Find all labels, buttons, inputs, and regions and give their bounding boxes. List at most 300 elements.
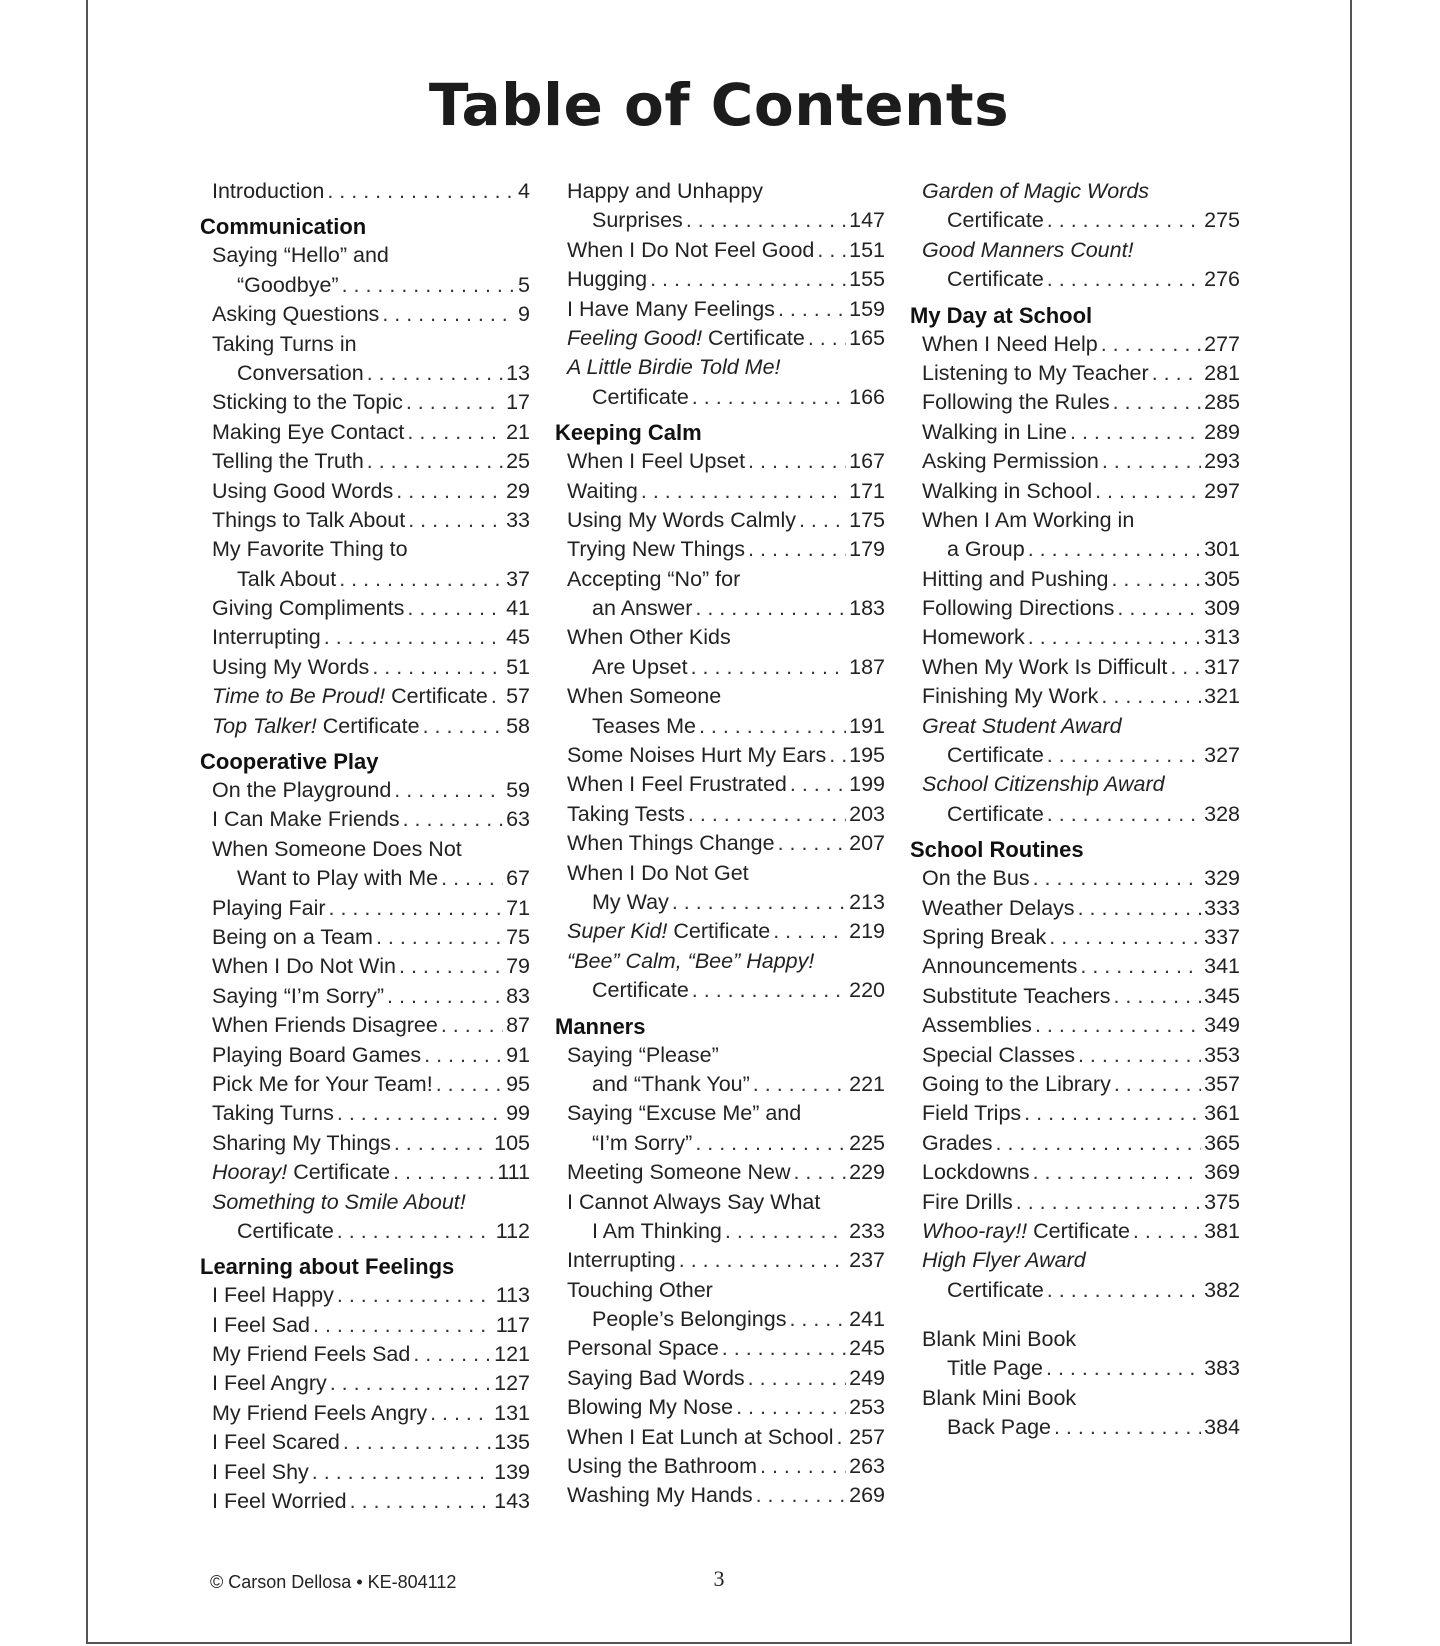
toc-entry[interactable] <box>910 565 1240 594</box>
entry-title: I Feel Scared <box>212 1430 340 1455</box>
toc-entry[interactable] <box>555 712 885 741</box>
toc-entry[interactable] <box>200 982 530 1011</box>
toc-entry[interactable] <box>200 271 530 300</box>
toc-entry[interactable] <box>555 888 885 917</box>
page-ref: 375 <box>1204 1189 1240 1214</box>
dot-leader <box>1047 1276 1201 1305</box>
page-number: 3 <box>713 1566 725 1591</box>
toc-entry[interactable] <box>200 1158 530 1187</box>
dot-leader <box>1054 1413 1201 1442</box>
toc-entry[interactable] <box>200 894 530 923</box>
toc-entry-first-line: Great Student Award <box>922 713 1122 738</box>
toc-entry[interactable] <box>200 1487 530 1516</box>
dot-leader <box>376 923 503 952</box>
entry-title: Saying Bad Words <box>567 1365 745 1390</box>
toc-entry[interactable] <box>200 653 530 682</box>
dot-leader <box>760 1452 846 1481</box>
toc-entry[interactable] <box>200 1428 530 1457</box>
toc-entry[interactable] <box>910 1099 1240 1128</box>
entry-title-suffix: Certificate <box>1033 1218 1130 1243</box>
toc-entry[interactable] <box>200 1311 530 1340</box>
toc-entry[interactable] <box>555 265 885 294</box>
dot-leader <box>837 1423 847 1452</box>
page-ref: 187 <box>849 654 885 679</box>
entry-title: Telling the Truth <box>212 449 364 474</box>
dot-leader <box>324 623 503 652</box>
toc-entry[interactable] <box>910 418 1240 447</box>
entry-title: Introduction <box>212 179 325 203</box>
toc-entry[interactable] <box>910 894 1240 923</box>
entry-title: On the Bus <box>922 866 1030 891</box>
dot-leader <box>403 805 503 834</box>
page-ref: 241 <box>849 1307 885 1332</box>
dot-leader <box>367 447 503 476</box>
toc-entry[interactable] <box>555 295 885 324</box>
toc-entry[interactable] <box>555 770 885 799</box>
toc-entry[interactable] <box>200 1070 530 1099</box>
toc-entry[interactable] <box>555 206 885 235</box>
page-ref: 191 <box>849 713 885 738</box>
toc-entry[interactable] <box>910 1354 1240 1383</box>
toc-entry[interactable] <box>910 682 1240 711</box>
page-ref: 91 <box>506 1042 530 1067</box>
page-ref: 305 <box>1204 566 1240 591</box>
page-ref: 179 <box>849 537 885 562</box>
entry-title: Finishing My Work <box>922 684 1099 709</box>
entry-title: Special Classes <box>922 1042 1075 1067</box>
toc-entry[interactable] <box>200 776 530 805</box>
toc-entry[interactable] <box>555 1305 885 1334</box>
toc-entry-first-line: Good Manners Count! <box>922 237 1134 262</box>
page-ref: 233 <box>849 1218 885 1243</box>
dot-leader <box>337 1099 503 1128</box>
dot-leader <box>1080 952 1201 981</box>
dot-leader <box>1095 477 1201 506</box>
page-ref: 333 <box>1204 895 1240 920</box>
page-ref: 249 <box>849 1365 885 1390</box>
entry-title-suffix: Certificate <box>673 919 771 944</box>
toc-entry-first-line: Touching Other <box>567 1277 713 1302</box>
toc-entry[interactable] <box>555 594 885 623</box>
toc-entry[interactable] <box>555 829 885 858</box>
entry-title: Playing Board Games <box>212 1042 422 1067</box>
toc-entry[interactable] <box>555 383 885 412</box>
entry-title: My Way <box>592 889 669 914</box>
page-ref: 301 <box>1204 537 1240 562</box>
dot-leader <box>748 1364 846 1393</box>
toc-entry[interactable] <box>555 653 885 682</box>
dot-leader <box>372 653 503 682</box>
toc-entry[interactable] <box>555 447 885 476</box>
toc-entry[interactable] <box>910 447 1240 476</box>
page-ref: 313 <box>1204 625 1240 650</box>
dot-leader <box>1102 447 1201 476</box>
toc-entry[interactable] <box>200 1099 530 1128</box>
toc-entry[interactable] <box>555 1070 885 1099</box>
toc-entry[interactable] <box>200 300 530 329</box>
toc-entry[interactable] <box>555 1129 885 1158</box>
toc-column-2 <box>555 177 885 1511</box>
page-ref: 175 <box>849 507 885 532</box>
dot-leader <box>753 1070 846 1099</box>
entry-title: Super Kid! <box>567 919 668 944</box>
dot-leader <box>382 300 515 329</box>
page-ref: 317 <box>1204 654 1240 679</box>
toc-entry[interactable] <box>555 236 885 265</box>
toc-entry[interactable] <box>555 1158 885 1187</box>
page-ref: 58 <box>506 713 530 738</box>
dot-leader <box>1117 594 1201 623</box>
page-ref: 225 <box>849 1130 885 1155</box>
toc-entry-first-line: Saying “Excuse Me” and <box>567 1101 802 1126</box>
toc-entry[interactable] <box>200 623 530 652</box>
dot-leader <box>1033 864 1202 893</box>
toc-entry[interactable] <box>200 1041 530 1070</box>
dot-leader <box>778 295 846 324</box>
spacer <box>910 1305 1240 1325</box>
toc-entry[interactable] <box>910 623 1240 652</box>
toc-entry[interactable] <box>910 800 1240 829</box>
toc-entry[interactable] <box>910 535 1240 564</box>
entry-title: Walking in School <box>922 478 1093 503</box>
entry-title: Using the Bathroom <box>567 1454 758 1479</box>
page-ref: 4 <box>518 179 530 203</box>
toc-entry[interactable] <box>555 1423 885 1452</box>
entry-title: When Things Change <box>567 831 775 856</box>
dot-leader <box>312 1458 491 1487</box>
dot-leader <box>688 800 846 829</box>
entry-title: and “Thank You” <box>592 1071 750 1096</box>
toc-entry[interactable] <box>910 1041 1240 1070</box>
dot-leader <box>423 712 504 741</box>
entry-title: Homework <box>922 625 1025 650</box>
entry-title: Certificate <box>947 1277 1044 1302</box>
entry-title: Certificate <box>592 384 689 409</box>
entry-title: Grades <box>922 1130 993 1155</box>
entry-title: Using My Words <box>212 654 370 679</box>
entry-title: People’s Belongings <box>592 1307 787 1332</box>
toc-column-3 <box>910 177 1240 1443</box>
dot-leader <box>808 324 846 353</box>
toc-entry[interactable] <box>200 177 530 206</box>
toc-entry[interactable] <box>555 506 885 535</box>
toc-entry[interactable] <box>200 1369 530 1398</box>
dot-leader <box>424 1041 503 1070</box>
toc-entry[interactable] <box>910 206 1240 235</box>
page-ref: 276 <box>1204 267 1240 292</box>
entry-title: When I Do Not Feel Good <box>567 237 815 262</box>
toc-entry[interactable] <box>200 359 530 388</box>
toc-entry[interactable] <box>910 477 1240 506</box>
page-ref: 329 <box>1204 866 1240 891</box>
toc-entry[interactable] <box>910 1217 1240 1246</box>
toc-entry[interactable] <box>910 1129 1240 1158</box>
toc-entry[interactable] <box>555 1481 885 1510</box>
toc-entry[interactable] <box>555 976 885 1005</box>
page-ref: 384 <box>1204 1415 1240 1440</box>
toc-entry[interactable] <box>200 565 530 594</box>
dot-leader <box>406 388 503 417</box>
dot-leader <box>817 236 846 265</box>
page-ref: 13 <box>506 360 530 385</box>
toc-entry-first-line: School Citizenship Award <box>922 772 1165 797</box>
section-heading: Keeping Calm <box>555 420 702 446</box>
page-ref: 151 <box>849 237 885 262</box>
entry-title: Playing Fair <box>212 895 326 920</box>
dot-leader <box>789 1305 846 1334</box>
entry-title: Time to Be Proud! <box>212 684 386 709</box>
toc-entry[interactable] <box>910 1158 1240 1187</box>
entry-title: My Friend Feels Sad <box>212 1342 411 1367</box>
page-ref: 345 <box>1204 983 1240 1008</box>
toc-entry[interactable] <box>910 359 1240 388</box>
entry-title: Feeling Good! <box>567 325 703 350</box>
toc-entry[interactable] <box>200 447 530 476</box>
dot-leader <box>679 1246 846 1275</box>
entry-title: Blowing My Nose <box>567 1395 734 1420</box>
dot-leader <box>367 359 503 388</box>
page-ref: 105 <box>494 1130 530 1155</box>
toc-entry[interactable] <box>910 982 1240 1011</box>
entry-title: When I Feel Upset <box>567 449 746 474</box>
toc-entry[interactable] <box>200 1399 530 1428</box>
toc-entry[interactable] <box>200 1129 530 1158</box>
entry-title: I Am Thinking <box>592 1218 722 1243</box>
entry-title: Trying New Things <box>567 537 746 562</box>
page-ref: 75 <box>506 924 530 949</box>
page-ref: 111 <box>497 1160 530 1185</box>
toc-entry-first-line: High Flyer Award <box>922 1248 1086 1273</box>
toc-entry[interactable] <box>910 923 1240 952</box>
dot-leader <box>829 741 846 770</box>
toc-entry[interactable] <box>910 952 1240 981</box>
toc-entry[interactable] <box>200 1011 530 1040</box>
toc-entry[interactable] <box>555 1452 885 1481</box>
page-ref: 263 <box>849 1454 885 1479</box>
dot-leader <box>1101 330 1201 359</box>
dot-leader <box>1111 565 1201 594</box>
page-ref: 135 <box>494 1430 530 1455</box>
toc-entry[interactable] <box>555 1246 885 1275</box>
page-ref: 229 <box>849 1160 885 1185</box>
toc-entry-first-line: Happy and Unhappy <box>567 179 764 203</box>
page-ref: 281 <box>1204 360 1240 385</box>
toc-entry-first-line: When Someone Does Not <box>212 836 462 861</box>
entry-title: I Feel Worried <box>212 1489 347 1514</box>
entry-title: I Feel Angry <box>212 1371 327 1396</box>
toc-entry[interactable] <box>200 594 530 623</box>
section-heading: Manners <box>555 1013 646 1039</box>
entry-title: My Friend Feels Angry <box>212 1400 428 1425</box>
dot-leader <box>725 1217 846 1246</box>
entry-title: Whoo-ray!! <box>922 1218 1028 1243</box>
dot-leader <box>641 477 846 506</box>
dot-leader <box>1046 1354 1201 1383</box>
toc-entry[interactable] <box>200 506 530 535</box>
dot-leader <box>339 565 503 594</box>
toc-entry[interactable] <box>200 864 530 893</box>
entry-title: Sticking to the Topic <box>212 390 403 415</box>
toc-entry[interactable] <box>200 1458 530 1487</box>
toc-entry[interactable] <box>555 1334 885 1363</box>
dot-leader <box>748 447 846 476</box>
dot-leader <box>343 1428 491 1457</box>
toc-entry[interactable] <box>200 477 530 506</box>
entry-title: Making Eye Contact <box>212 419 405 444</box>
dot-leader <box>1033 1158 1202 1187</box>
toc-entry[interactable] <box>910 594 1240 623</box>
toc-entry-first-line: Garden of Magic Words <box>922 179 1150 203</box>
toc-entry[interactable] <box>910 1413 1240 1442</box>
entry-title: Interrupting <box>212 625 321 650</box>
dot-leader <box>1049 923 1201 952</box>
toc-entry[interactable] <box>910 741 1240 770</box>
section-heading: Learning about Feelings <box>200 1254 455 1280</box>
dot-leader <box>756 1481 847 1510</box>
entry-title: When I Need Help <box>922 331 1098 356</box>
page-ref: 147 <box>849 208 885 233</box>
dot-leader <box>413 1340 491 1369</box>
entry-title-suffix: Certificate <box>708 325 805 350</box>
page-ref: 112 <box>495 1218 530 1243</box>
page-ref: 71 <box>506 895 530 920</box>
entry-title: Hooray! <box>212 1160 288 1185</box>
dot-leader <box>408 506 503 535</box>
toc-entry[interactable] <box>555 1364 885 1393</box>
toc-entry[interactable] <box>910 1276 1240 1305</box>
dot-leader <box>1035 1011 1201 1040</box>
entry-title: Listening to My Teacher <box>922 360 1149 385</box>
page-ref: 337 <box>1204 924 1240 949</box>
toc-entry[interactable] <box>200 923 530 952</box>
toc-entry[interactable] <box>200 388 530 417</box>
page-ref: 289 <box>1204 419 1240 444</box>
dot-leader <box>778 829 847 858</box>
toc-entry[interactable] <box>200 418 530 447</box>
toc-entry[interactable] <box>200 952 530 981</box>
entry-title: Some Noises Hurt My Ears <box>567 743 827 768</box>
toc-entry-first-line: Something to Smile About! <box>212 1189 466 1214</box>
toc-entry[interactable] <box>200 1217 530 1246</box>
page-ref: 237 <box>849 1248 885 1273</box>
dot-leader <box>1114 1070 1201 1099</box>
toc-entry[interactable] <box>555 324 885 353</box>
page-ref: 79 <box>506 954 530 979</box>
entry-title: Using Good Words <box>212 478 394 503</box>
entry-title: Being on a Team <box>212 924 373 949</box>
toc-entry[interactable] <box>555 741 885 770</box>
toc-entry[interactable] <box>910 1188 1240 1217</box>
toc-entry[interactable] <box>910 1070 1240 1099</box>
entry-title: Interrupting <box>567 1248 676 1273</box>
page-ref: 199 <box>849 772 885 797</box>
entry-title: Giving Compliments <box>212 596 405 621</box>
dot-leader <box>329 894 504 923</box>
page-ref: 195 <box>849 743 885 768</box>
toc-column-1 <box>200 177 530 1516</box>
toc-entry[interactable] <box>555 477 885 506</box>
entry-title: Hitting and Pushing <box>922 566 1109 591</box>
toc-entry[interactable] <box>200 805 530 834</box>
page-ref: 353 <box>1204 1042 1240 1067</box>
dot-leader <box>699 712 846 741</box>
toc-entry[interactable] <box>555 917 885 946</box>
dot-leader <box>350 1487 492 1516</box>
section-heading: My Day at School <box>910 302 1093 328</box>
page-ref: 171 <box>849 478 885 503</box>
page-ref: 165 <box>849 325 885 350</box>
entry-title: Spring Break <box>922 924 1047 949</box>
page-ref: 113 <box>495 1283 530 1308</box>
page-ref: 21 <box>506 419 530 444</box>
dot-leader <box>407 594 503 623</box>
entry-title: I Feel Happy <box>212 1283 334 1308</box>
page-ref: 357 <box>1204 1071 1240 1096</box>
toc-entry[interactable] <box>200 682 530 711</box>
dot-leader <box>1133 1217 1201 1246</box>
dot-leader <box>790 770 846 799</box>
toc-entry[interactable] <box>200 1340 530 1369</box>
entry-title: When Friends Disagree <box>212 1013 438 1038</box>
toc-entry[interactable] <box>910 1011 1240 1040</box>
page-ref: 41 <box>506 596 530 621</box>
toc-entry[interactable] <box>555 1393 885 1422</box>
entry-title: Walking in Line <box>922 419 1067 444</box>
entry-title: I Have Many Feelings <box>567 296 775 321</box>
entry-title: Personal Space <box>567 1336 719 1361</box>
entry-title: Saying “I’m Sorry” <box>212 983 385 1008</box>
dot-leader <box>1070 418 1201 447</box>
toc-entry-first-line: My Favorite Thing to <box>212 537 408 562</box>
entry-title: Teases Me <box>592 713 696 738</box>
entry-title: Meeting Someone New <box>567 1160 791 1185</box>
dot-leader <box>799 506 846 535</box>
entry-title: “Goodbye” <box>237 272 339 297</box>
toc-entry[interactable] <box>910 330 1240 359</box>
dot-leader <box>396 477 503 506</box>
toc-entry[interactable] <box>555 800 885 829</box>
dot-leader <box>736 1393 846 1422</box>
page-ref: 221 <box>849 1071 885 1096</box>
page-ref: 17 <box>506 390 530 415</box>
toc-entry[interactable] <box>555 535 885 564</box>
page-ref: 45 <box>506 625 530 650</box>
toc-entry[interactable] <box>555 1217 885 1246</box>
entry-title: Want to Play with Me <box>237 866 439 891</box>
entry-title: Asking Permission <box>922 449 1099 474</box>
entry-title: Surprises <box>592 208 683 233</box>
entry-title: Sharing My Things <box>212 1130 391 1155</box>
dot-leader <box>394 1129 491 1158</box>
page-ref: 257 <box>849 1424 885 1449</box>
page-ref: 143 <box>494 1489 530 1514</box>
toc-entry[interactable] <box>200 712 530 741</box>
toc-entry[interactable] <box>910 265 1240 294</box>
toc-entry[interactable] <box>200 1281 530 1310</box>
page-ref: 57 <box>506 684 530 709</box>
dot-leader <box>1101 682 1201 711</box>
entry-title: Certificate <box>947 208 1044 233</box>
entry-title: “I’m Sorry” <box>592 1130 693 1155</box>
entry-title: Taking Tests <box>567 801 685 826</box>
toc-entry[interactable] <box>910 864 1240 893</box>
page-ref: 275 <box>1204 208 1240 233</box>
page-ref: 131 <box>494 1400 530 1425</box>
toc-entry[interactable] <box>910 388 1240 417</box>
toc-entry-first-line: When Other Kids <box>567 625 731 650</box>
toc-entry[interactable] <box>910 653 1240 682</box>
dot-leader <box>1028 623 1201 652</box>
